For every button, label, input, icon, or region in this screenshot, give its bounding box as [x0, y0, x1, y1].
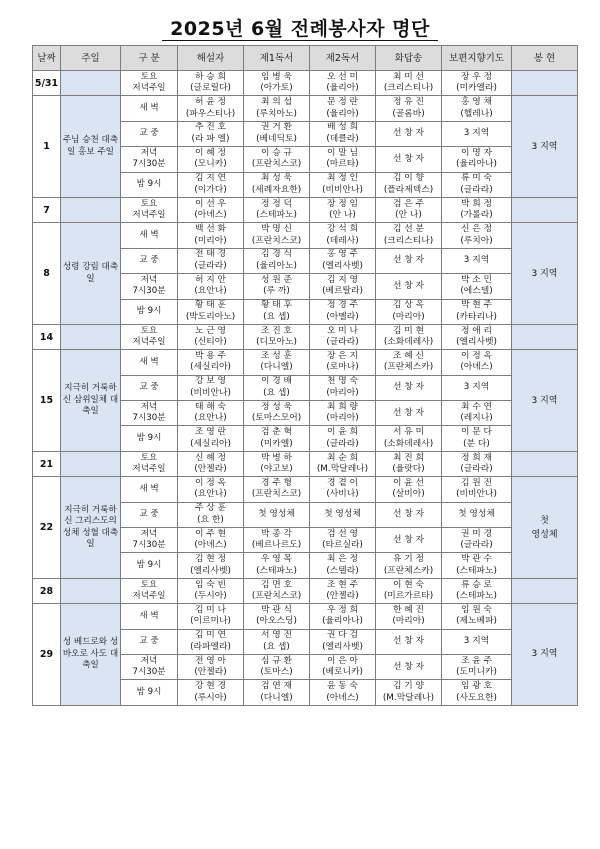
commentator-cell: 주 상 훈 (요 한) — [178, 502, 244, 527]
reading1-cell: 권 거 환 (베네딕토) — [244, 121, 310, 146]
reading1-cell: 우 영 목 (스테파노) — [244, 553, 310, 578]
table-row — [33, 96, 578, 121]
date-cell: 7 — [33, 197, 61, 222]
commentator-cell: 임 숙 빈 (두시아) — [178, 578, 244, 603]
psalm-cell: 선 창 자 — [376, 375, 442, 400]
commentator-cell: 노 근 영 (신티아) — [178, 324, 244, 349]
reading1-cell: 조 성 훈 (다니엘) — [244, 350, 310, 375]
prayers-cell: 이 문 다 (분 다) — [442, 426, 512, 451]
prayers-cell: 3 지역 — [442, 248, 512, 273]
service-cell: 토요 저녁주일 — [121, 197, 178, 222]
table-row — [33, 604, 578, 629]
reading2-cell: 이 윤 희 (글라라) — [310, 426, 376, 451]
reading1-cell: 최 성 욱 (세례자요한) — [244, 172, 310, 197]
date-cell: 15 — [33, 350, 61, 452]
commentator-cell: 이 정 옥 (요안나) — [178, 477, 244, 502]
prayers-cell: 권 미 경 (글라라) — [442, 528, 512, 553]
header-occasion: 주일 — [61, 46, 121, 71]
page-title: 2025년 6월 전례봉사자 명단 — [170, 18, 430, 40]
psalm-cell: 조 혜 신 (프란체스카) — [376, 350, 442, 375]
date-cell: 21 — [33, 451, 61, 476]
commentator-cell: 추 진 호 (라 파 엘) — [178, 121, 244, 146]
table-row — [33, 197, 578, 222]
title-underline — [162, 40, 438, 41]
commentator-cell: 하 승 희 (글로릴다) — [178, 71, 244, 96]
reading1-cell: 김 면 호 (프란치스코) — [244, 578, 310, 603]
psalm-cell: 선 창 자 — [376, 147, 442, 172]
psalm-cell: 이 현 숙 (미르가르타) — [376, 578, 442, 603]
prayers-cell: 박 현 주 (카타리나) — [442, 299, 512, 324]
reading1-cell: 심 규 환 (토마스) — [244, 654, 310, 679]
reading2-cell: 이 은 아 (베로니카) — [310, 654, 376, 679]
table-row — [33, 324, 578, 349]
reading2-cell: 조 현 주 (안젤라) — [310, 578, 376, 603]
service-cell: 교 중 — [121, 375, 178, 400]
prayers-cell: 임 광 호 (사도요한) — [442, 680, 512, 705]
prayers-cell: 김 원 진 (비비안나) — [442, 477, 512, 502]
schedule-table — [32, 45, 578, 706]
service-cell: 교 중 — [121, 248, 178, 273]
reading1-cell: 정 정 덕 (스테파노) — [244, 197, 310, 222]
psalm-cell: 한 혜 진 (마리아) — [376, 604, 442, 629]
table-row — [33, 71, 578, 96]
reading2-cell: 오 선 미 (율리아) — [310, 71, 376, 96]
commentator-cell: 강 현 경 (루시아) — [178, 680, 244, 705]
commentator-cell: 박 용 주 (세실리아) — [178, 350, 244, 375]
occasion-cell: 성 베드로와 성 바오로 사도 대축일 — [61, 604, 121, 706]
service-cell: 새 벽 — [121, 96, 178, 121]
prayers-cell: 박 소 민 (에스델) — [442, 274, 512, 299]
commentator-cell: 김 지 연 (이가다) — [178, 172, 244, 197]
psalm-cell: 선 창 자 — [376, 401, 442, 426]
offertory-cell: 3 지역 — [512, 350, 578, 452]
reading1-cell: 김 경 식 (율리아노) — [244, 248, 310, 273]
offertory-cell — [512, 324, 578, 349]
prayers-cell: 박 희 정 (가롤라) — [442, 197, 512, 222]
commentator-cell: 태 해 숙 (요안나) — [178, 401, 244, 426]
prayers-cell: 박 관 수 (스테파노) — [442, 553, 512, 578]
prayers-cell: 최 수 연 (레지나) — [442, 401, 512, 426]
reading2-cell: 경 곁 이 (사비나) — [310, 477, 376, 502]
reading2-cell: 강 석 희 (데레사) — [310, 223, 376, 248]
psalm-cell: 검 은 주 (안 나) — [376, 197, 442, 222]
prayers-cell: 이 정 옥 (아녜스) — [442, 350, 512, 375]
reading1-cell: 검 춘 혁 (미카엘) — [244, 426, 310, 451]
occasion-cell: 성령 강림 대축일 — [61, 223, 121, 325]
service-cell: 토요 저녁주일 — [121, 324, 178, 349]
reading2-cell: 장 정 임 (안 나) — [310, 197, 376, 222]
occasion-cell — [61, 324, 121, 349]
psalm-cell: 정 유 진 (골롬바) — [376, 96, 442, 121]
prayers-cell: 정 애 리 (엘리사벳) — [442, 324, 512, 349]
occasion-cell — [61, 578, 121, 603]
offertory-cell: 3 지역 — [512, 223, 578, 325]
reading1-cell: 이 경 배 (요 셉) — [244, 375, 310, 400]
reading1-cell: 박 종 각 (베르나르도) — [244, 528, 310, 553]
psalm-cell: 김 기 양 (M.막달레나) — [376, 680, 442, 705]
psalm-cell: 선 창 자 — [376, 502, 442, 527]
commentator-cell: 이 혜 정 (모니카) — [178, 147, 244, 172]
commentator-cell: 김 현 정 (엘리사벳) — [178, 553, 244, 578]
occasion-cell — [61, 451, 121, 476]
psalm-cell: 선 창 자 — [376, 248, 442, 273]
reading2-cell: 배 성 희 (데클라) — [310, 121, 376, 146]
commentator-cell: 김 미 나 (이르미나) — [178, 604, 244, 629]
reading2-cell: 김 지 영 (베르탈라) — [310, 274, 376, 299]
psalm-cell: 김 상 옥 (마리아) — [376, 299, 442, 324]
commentator-cell: 김 미 연 (라파엘라) — [178, 629, 244, 654]
commentator-cell: 허 윤 정 (파우스티나) — [178, 96, 244, 121]
reading2-cell: 우 정 희 (율리아나) — [310, 604, 376, 629]
commentator-cell: 황 태 훈 (박도리아노) — [178, 299, 244, 324]
header-offertory: 봉 현 — [512, 46, 578, 71]
reading2-cell: 최 순 희 (M.막달레나) — [310, 451, 376, 476]
reading1-cell: 검 연 재 (다니엘) — [244, 680, 310, 705]
header-reading2: 제2독서 — [310, 46, 376, 71]
prayers-cell: 정 희 재 (글라라) — [442, 451, 512, 476]
header-prayers: 보편지향기도 — [442, 46, 512, 71]
table-row — [33, 451, 578, 476]
date-cell: 1 — [33, 96, 61, 198]
service-cell: 밤 9시 — [121, 172, 178, 197]
reading1-cell: 이 승 규 (프란치스코) — [244, 147, 310, 172]
psalm-cell: 선 창 자 — [376, 121, 442, 146]
commentator-cell: 조 영 란 (세실리아) — [178, 426, 244, 451]
commentator-cell: 허 지 안 (요안나) — [178, 274, 244, 299]
commentator-cell: 전 태 경 (글라라) — [178, 248, 244, 273]
service-cell: 저녁 7시30분 — [121, 401, 178, 426]
reading2-cell: 첫 영성체 — [310, 502, 376, 527]
reading2-cell: 윤 동 숙 (아녜스) — [310, 680, 376, 705]
prayers-cell: 장 우 정 (미카엘라) — [442, 71, 512, 96]
offertory-cell: 3 지역 — [512, 96, 578, 198]
reading2-cell: 장 은 지 (로마나) — [310, 350, 376, 375]
service-cell: 저녁 7시30분 — [121, 528, 178, 553]
psalm-cell: 선 창 자 — [376, 654, 442, 679]
commentator-cell: 이 선 우 (아녜스) — [178, 197, 244, 222]
reading1-cell: 조 진 호 (디모아노) — [244, 324, 310, 349]
psalm-cell: 김 이 향 (플라제덱스) — [376, 172, 442, 197]
service-cell: 교 중 — [121, 502, 178, 527]
psalm-cell: 최 미 선 (크리스티나) — [376, 71, 442, 96]
service-cell: 저녁 7시30분 — [121, 147, 178, 172]
date-cell: 22 — [33, 477, 61, 579]
psalm-cell: 최 진 희 (율랏다) — [376, 451, 442, 476]
offertory-cell — [512, 71, 578, 96]
service-cell: 교 중 — [121, 121, 178, 146]
commentator-cell: 강 보 영 (비비안나) — [178, 375, 244, 400]
reading1-cell: 경 주 형 (프란치스코) — [244, 477, 310, 502]
prayers-cell: 3 지역 — [442, 375, 512, 400]
service-cell: 토요 저녁주일 — [121, 451, 178, 476]
offertory-cell — [512, 578, 578, 603]
date-cell: 5/31 — [33, 71, 61, 96]
psalm-cell: 이 윤 선 (살비아) — [376, 477, 442, 502]
table-row — [33, 223, 578, 248]
occasion-cell — [61, 197, 121, 222]
reading1-cell: 서 영 진 (요 셉) — [244, 629, 310, 654]
commentator-cell: 전 영 아 (안젤라) — [178, 654, 244, 679]
prayers-cell: 홍 영 채 (헬레나) — [442, 96, 512, 121]
offertory-cell — [512, 451, 578, 476]
reading1-cell: 첫 영성체 — [244, 502, 310, 527]
commentator-cell: 이 주 현 (아녜스) — [178, 528, 244, 553]
offertory-cell: 3 지역 — [512, 604, 578, 706]
prayers-cell: 3 지역 — [442, 121, 512, 146]
header-commentator: 해설자 — [178, 46, 244, 71]
reading2-cell: 천 명 숙 (마리아) — [310, 375, 376, 400]
service-cell: 밤 9시 — [121, 426, 178, 451]
psalm-cell: 유 기 정 (프란체스카) — [376, 553, 442, 578]
psalm-cell: 서 유 미 (소화데레사) — [376, 426, 442, 451]
header-psalm: 화답송 — [376, 46, 442, 71]
reading1-cell: 최 의 섭 (루치아노) — [244, 96, 310, 121]
prayers-cell: 3 지역 — [442, 629, 512, 654]
prayers-cell: 류 승 로 (스테파노) — [442, 578, 512, 603]
commentator-cell: 백 선 화 (미리아) — [178, 223, 244, 248]
service-cell: 토요 저녁주일 — [121, 578, 178, 603]
reading2-cell: 홍 영 주 (엘리사벳) — [310, 248, 376, 273]
table-row — [33, 477, 578, 502]
reading1-cell: 황 태 후 (요 셉) — [244, 299, 310, 324]
service-cell: 새 벽 — [121, 604, 178, 629]
prayers-cell: 임 원 숙 (제노베파) — [442, 604, 512, 629]
reading1-cell: 임 병 욱 (아가토) — [244, 71, 310, 96]
service-cell: 저녁 7시30분 — [121, 654, 178, 679]
service-cell: 교 중 — [121, 629, 178, 654]
header-reading1: 제1독서 — [244, 46, 310, 71]
psalm-cell: 김 선 분 (크리스티나) — [376, 223, 442, 248]
service-cell: 밤 9시 — [121, 553, 178, 578]
psalm-cell: 선 창 자 — [376, 528, 442, 553]
prayers-cell: 이 명 자 (율리아나) — [442, 147, 512, 172]
psalm-cell: 김 미 현 (소화데레사) — [376, 324, 442, 349]
reading2-cell: 정 경 주 (아멜라) — [310, 299, 376, 324]
service-cell: 토요 저녁주일 — [121, 71, 178, 96]
service-cell: 저녁 7시30분 — [121, 274, 178, 299]
reading1-cell: 박 병 하 (야고보) — [244, 451, 310, 476]
table-row — [33, 350, 578, 375]
occasion-cell: 주님 승천 대축일 홍보 주일 — [61, 96, 121, 198]
service-cell: 새 벽 — [121, 223, 178, 248]
date-cell: 29 — [33, 604, 61, 706]
psalm-cell: 선 창 자 — [376, 629, 442, 654]
occasion-cell — [61, 71, 121, 96]
prayers-cell: 신 은 정 (루치아) — [442, 223, 512, 248]
reading2-cell: 최 정 인 (비비안나) — [310, 172, 376, 197]
occasion-cell: 지극히 거룩하신 삼위일체 대축일 — [61, 350, 121, 452]
service-cell: 새 벽 — [121, 350, 178, 375]
service-cell: 밤 9시 — [121, 299, 178, 324]
reading2-cell: 오 미 나 (글라라) — [310, 324, 376, 349]
offertory-cell: 첫 영성체 — [512, 477, 578, 579]
reading2-cell: 권 다 검 (엘리사벳) — [310, 629, 376, 654]
header-date: 날짜 — [33, 46, 61, 71]
prayers-cell: 첫 영성체 — [442, 502, 512, 527]
header-service: 구 분 — [121, 46, 178, 71]
reading1-cell: 박 명 신 (프란치스코) — [244, 223, 310, 248]
reading2-cell: 문 정 란 (율리아) — [310, 96, 376, 121]
occasion-cell: 지극히 거룩하신 그리스도의 성체 성혈 대축일 — [61, 477, 121, 579]
date-cell: 28 — [33, 578, 61, 603]
prayers-cell: 조 윤 주 (도미니카) — [442, 654, 512, 679]
reading1-cell: 성 원 준 (루 까) — [244, 274, 310, 299]
commentator-cell: 신 혜 정 (안젤라) — [178, 451, 244, 476]
reading2-cell: 검 선 영 (타르실라) — [310, 528, 376, 553]
header-row — [33, 46, 578, 71]
reading1-cell: 정 성 욱 (토마스모어) — [244, 401, 310, 426]
table-row — [33, 578, 578, 603]
service-cell: 밤 9시 — [121, 680, 178, 705]
prayers-cell: 류 미 숙 (글라라) — [442, 172, 512, 197]
reading2-cell: 이 말 님 (마르타) — [310, 147, 376, 172]
service-cell: 새 벽 — [121, 477, 178, 502]
offertory-cell — [512, 197, 578, 222]
date-cell: 14 — [33, 324, 61, 349]
psalm-cell: 선 창 자 — [376, 274, 442, 299]
date-cell: 8 — [33, 223, 61, 325]
reading2-cell: 최 은 정 (스텔라) — [310, 553, 376, 578]
reading1-cell: 박 관 식 (아오스딩) — [244, 604, 310, 629]
reading2-cell: 최 희 량 (마리아) — [310, 401, 376, 426]
